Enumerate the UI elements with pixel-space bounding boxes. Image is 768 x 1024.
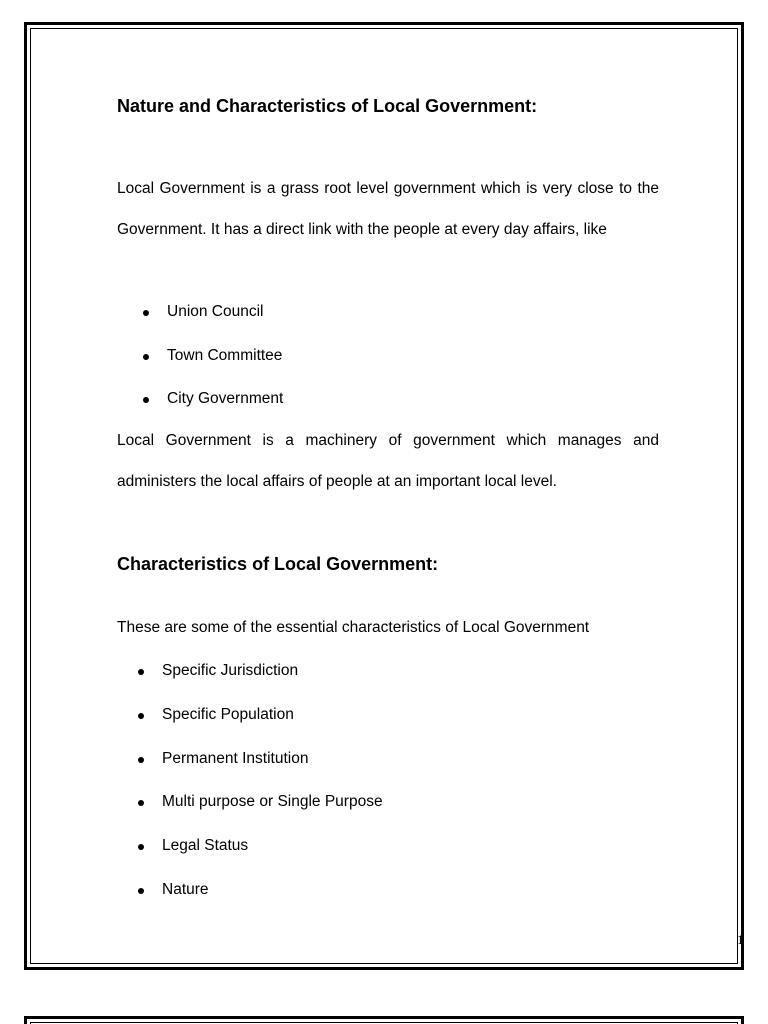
- bullet-icon: [143, 354, 149, 360]
- list-item-text: Legal Status: [162, 837, 249, 855]
- list-item: [143, 345, 283, 389]
- list-item-text: Permanent Institution: [162, 749, 309, 767]
- list-item-text: Specific Jurisdiction: [162, 662, 299, 679]
- list-item: [143, 301, 283, 345]
- bullet-icon: [138, 757, 144, 763]
- list-item: [138, 748, 383, 792]
- bullet-icon: [143, 310, 149, 316]
- list-item: [138, 704, 383, 748]
- next-page-border: [24, 1016, 744, 1024]
- section-heading-characteristics: Characteristics of Local Government:: [117, 554, 439, 574]
- document-page: [24, 22, 744, 970]
- bullet-icon: [143, 397, 149, 403]
- list-item-text: Nature: [162, 880, 209, 898]
- list-item-text: Union Council: [167, 303, 264, 320]
- bullet-icon: [138, 713, 144, 719]
- bullet-icon: [138, 844, 144, 850]
- list-item: [138, 660, 383, 704]
- definition-paragraph: Local Government is a machinery of government which manages and administers the local affairs of people at an important local level.: [117, 432, 659, 490]
- bullet-icon: [138, 800, 144, 806]
- characteristics-list: [138, 660, 383, 923]
- list-item-text: Specific Population: [162, 705, 294, 723]
- local-bodies-list: [143, 301, 283, 432]
- list-item: [138, 835, 383, 879]
- list-item-text: Town Committee: [167, 346, 283, 364]
- bullet-icon: [138, 669, 144, 675]
- list-item: [138, 879, 383, 923]
- characteristics-intro: These are some of the essential characteristics of Local Government: [117, 619, 590, 636]
- page-number: 1: [737, 932, 744, 947]
- list-item-text: City Government: [167, 390, 284, 407]
- list-item: [143, 388, 283, 432]
- list-item-text: Multi purpose or Single Purpose: [162, 793, 383, 811]
- list-item: [138, 791, 383, 835]
- bullet-icon: [138, 888, 144, 894]
- intro-paragraph: Local Government is a grass root level government which is very close to the Government. It has a direct link with the people at every day affairs, like: [117, 180, 659, 238]
- section-heading-nature: Nature and Characteristics of Local Government:: [117, 96, 538, 116]
